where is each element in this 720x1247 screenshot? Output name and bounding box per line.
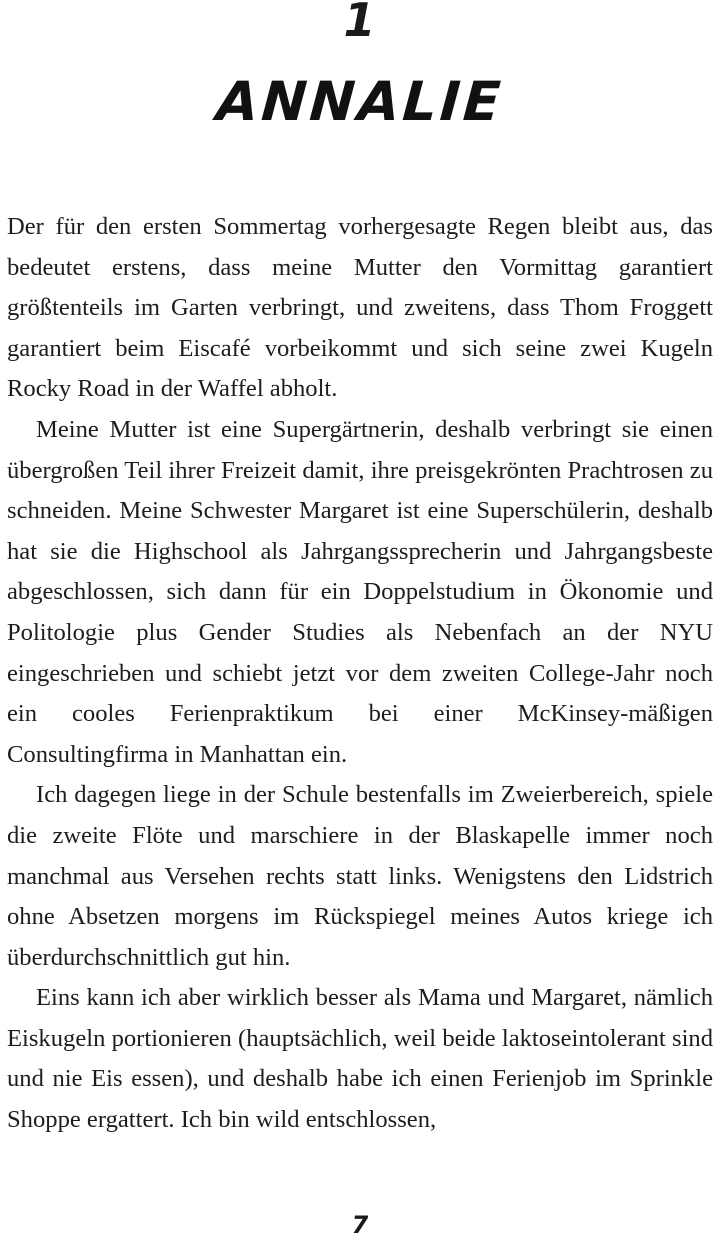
page-number: 7 — [351, 1211, 369, 1239]
chapter-number: 1 — [343, 0, 377, 47]
paragraph: Eins kann ich aber wirklich besser als Mama und Margaret, nämlich Eiskugeln portionieren (hauptsächlich, weil beide laktoseintolerant sind und nie Eis essen), und deshalb habe ich einen Ferienjob im Sprinkle Shoppe ergattert. Ich bin wild entschlossen, — [7, 984, 713, 1134]
paragraph: Meine Mutter ist eine Supergärtnerin, deshalb verbringt sie einen übergroßen Teil ihrer Freizeit damit, ihre preisgekrönten Prachtrosen zu schneiden. Meine Schwester Margaret ist eine Superschülerin, deshalb hat sie die Highschool als Jahrgangssprecherin und Jahrgangsbeste abgeschlossen, sich dann für ein Doppelstudium in Ökonomie und Politologie plus Gender Studies als Nebenfach an der NYU eingeschrieben und schiebt jetzt vor dem zweiten College-Jahr noch ein cooles Ferienpraktikum bei einer McKinsey-mäßigen Consultingfirma in Manhattan ein. — [7, 415, 713, 768]
paragraph: Ich dagegen liege in der Schule bestenfalls im Zweierbereich, spiele die zweite Flöte und marschiere in der Blaskapelle immer noch manchmal aus Versehen rechts statt links. Wenigstens den Lidstrich ohne Absetzen morgens im Rückspiegel meines Autos kriege ich überdurchschnittlich gut hin. — [7, 781, 713, 971]
chapter-title: ANNALIE — [214, 70, 506, 133]
paragraph: Der für den ersten Sommertag vorhergesagte Regen bleibt aus, das bedeutet erstens, dass meine Mutter den Vormittag garantiert größtenteils im Garten verbringt, und zweitens, dass Thom Froggett garantiert beim Eiscafé vorbeikommt und sich seine zwei Kugeln Rocky Road in der Waffel abholt. — [7, 213, 713, 403]
chapter-body — [7, 207, 713, 1141]
